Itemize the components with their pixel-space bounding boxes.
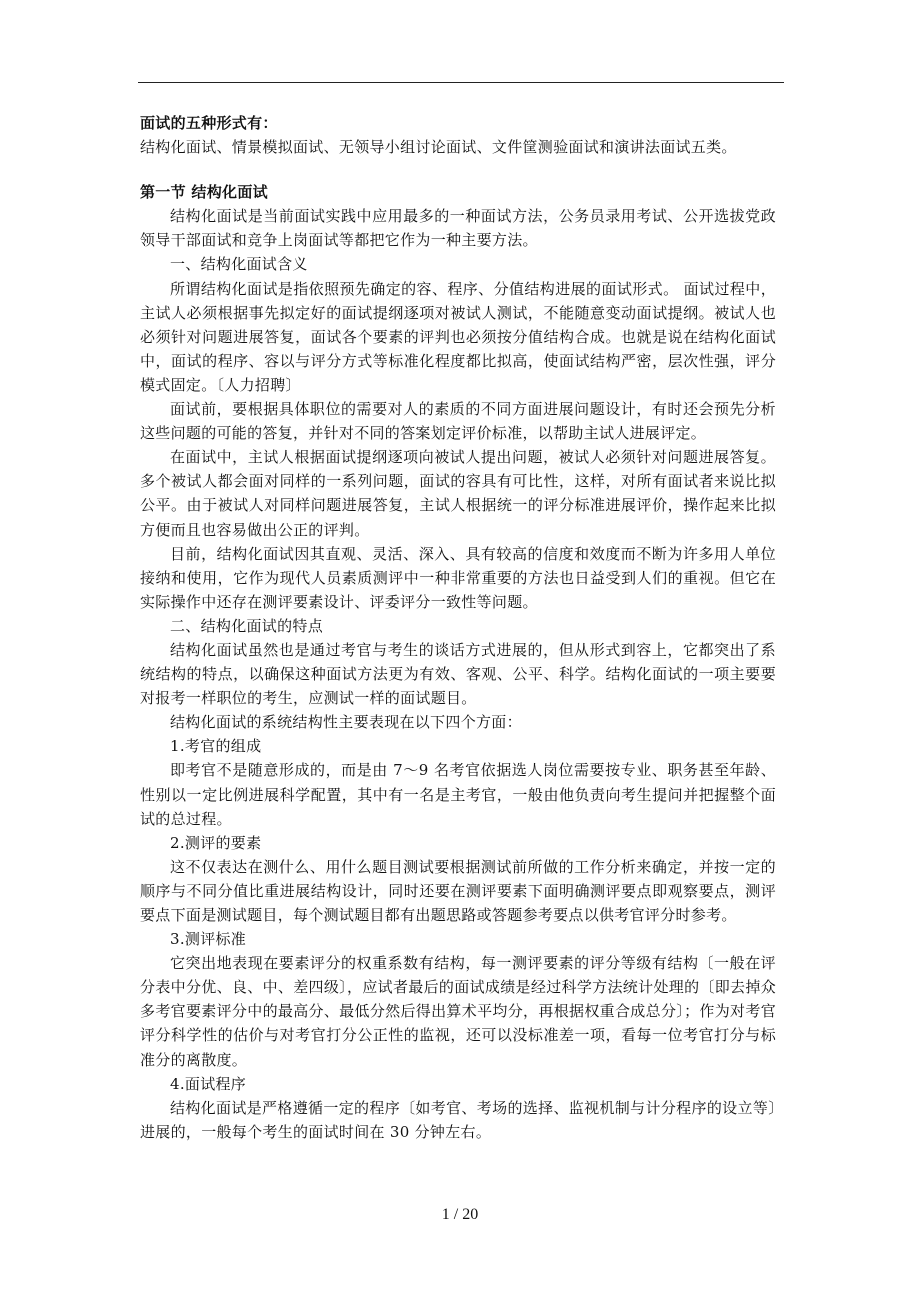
paragraph: 所谓结构化面试是指依照预先确定的容、程序、分值结构进展的面试形式。 面试过程中，主试人必须根据事先拟定好的面试提纲逐项对被试人测试，不能随意变动面试提纲。被试人也必须针对问题进展答复，面试各个要素的评判也必须按分值结构合成。也就是说在结构化面试中，面试的程序、容以与评分方式等标准化程度都比拟高，使面试结构严密，层次性强，评分模式固定。〔人力招聘〕 bbox=[140, 279, 776, 394]
paragraph: 一、结构化面试含义 bbox=[170, 255, 308, 274]
paragraph: 3.测评标准 bbox=[170, 930, 247, 949]
paragraph: 4.面试程序 bbox=[170, 1074, 247, 1093]
paragraph: 即考官不是随意形成的，而是由 7～9 名考官依据选人岗位需要按专业、职务甚至年龄、性别以一定比例进展科学配置，其中有一名是主考官，一般由他负责向考生提问并把握整个面试的总过程。 bbox=[140, 761, 776, 828]
paragraph: 结构化面试是严格遵循一定的程序〔如考官、考场的选择、监视机制与计分程序的设立等〕进展的，一般每个考生的面试时间在 30 分钟左右。 bbox=[140, 1098, 776, 1141]
header-rule bbox=[138, 82, 784, 83]
heading: 面试的五种形式有： bbox=[140, 114, 278, 132]
paragraph: 这不仅表达在测什么、用什么题目测试要根据测试前所做的工作分析来确定，并按一定的顺序与不同分值比重进展结构设计，同时还要在测评要素下面明确测评要点即观察要点，测评要点下面是测试题目，每个测试题目都有出题思路或答题参考要点以供考官评分时参考。 bbox=[140, 857, 776, 924]
paragraph: 2.测评的要素 bbox=[170, 833, 262, 852]
paragraph: 在面试中，主试人根据面试提纲逐项向被试人提出问题，被试人必须针对问题进展答复。多个被试人都会面对同样的一系列问题，面试的容具有可比性，这样，对所有面试者来说比拟公平。由于被试人对同样问题进展答复，主试人根据统一的评分标准进展评价，操作起来比拟方便而且也容易做出公正的评判。 bbox=[140, 448, 776, 539]
paragraph: 二、结构化面试的特点 bbox=[170, 616, 324, 635]
paragraph: 面试前，要根据具体职位的需要对人的素质的不同方面进展问题设计，有时还会预先分析这些问题的可能的答复，并针对不同的答案划定评价标准，以帮助主试人进展评定。 bbox=[140, 400, 776, 443]
page-number: 1 / 20 bbox=[441, 1206, 479, 1223]
document-body bbox=[140, 111, 776, 1144]
paragraph: 结构化面试虽然也是通过考官与考生的谈话方式进展的，但从形式到容上，它都突出了系统结构的特点，以确保这种面试方法更为有效、客观、公平、科学。结构化面试的一项主要要对报考一样职位的考生，应测试一样的面试题目。 bbox=[140, 640, 776, 708]
heading: 第一节 结构化面试 bbox=[140, 183, 268, 202]
paragraph: 结构化面试、情景模拟面试、无领导小组讨论面试、文件筐测验面试和演讲法面试五类。 bbox=[140, 138, 737, 157]
paragraph: 它突出地表现在要素评分的权重系数有结构，每一测评要素的评分等级有结构〔一般在评分表中分优、良、中、差四级〕，应试者最后的面试成绩是经过科学方法统计处理的〔即去掉众多考官要素评分中的最高分、最低分然后得出算术平均分，再根据权重合成总分〕；作为对考官评分科学性的估价与对考官打分公正性的监视，还可以没标准差一项，看每一位考官打分与标准分的离散度。 bbox=[140, 954, 776, 1069]
paragraph: 1.考官的组成 bbox=[170, 737, 262, 756]
paragraph: 结构化面试是当前面试实践中应用最多的一种面试方法，公务员录用考试、公开选拔党政领导干部面试和竞争上岗面试等都把它作为一种主要方法。 bbox=[140, 207, 776, 250]
paragraph: 目前，结构化面试因其直观、灵活、深入、具有较高的信度和效度而不断为许多用人单位接纳和使用，它作为现代人员素质测评中一种非常重要的方法也日益受到人们的重视。但它在实际操作中还存在测评要素设计、评委评分一致性等问题。 bbox=[140, 544, 776, 611]
paragraph: 结构化面试的系统结构性主要表现在以下四个方面： bbox=[170, 713, 522, 732]
